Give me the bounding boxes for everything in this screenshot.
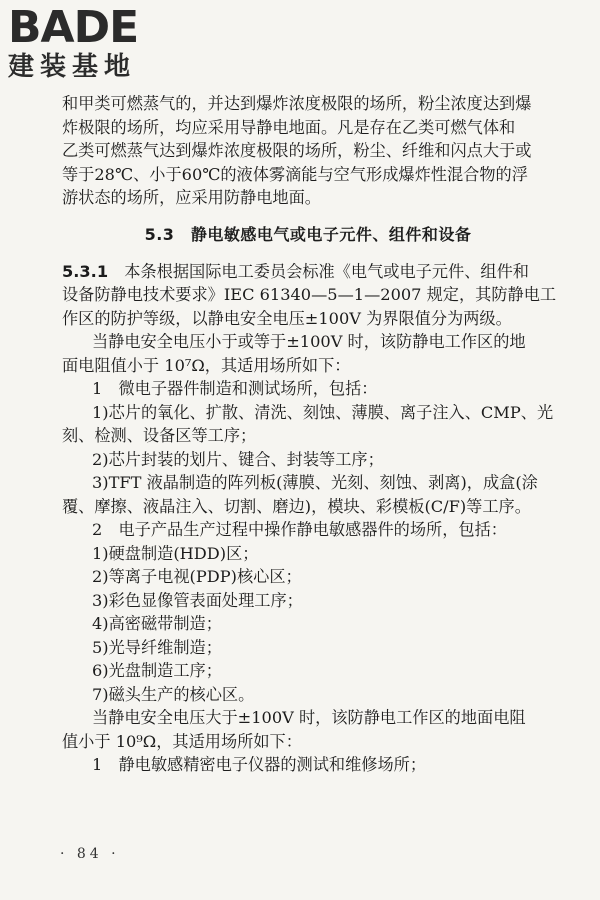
intro-line: 乙类可燃蒸气达到爆炸浓度极限的场所，粉尘、纤维和闪点大于或: [62, 141, 532, 160]
item2-title: 2 电子产品生产过程中操作静电敏感器件的场所，包括：: [92, 520, 507, 539]
item1-sub-cont: 覆、摩擦、液晶注入、切割、磨边)，模块、彩模板(C/F)等工序。: [62, 496, 531, 516]
para-low-line: 面电阻值小于 10⁷Ω，其适用场所如下：: [62, 355, 351, 375]
document-page: [62, 92, 557, 777]
item2-sub: 7)磁头生产的核心区。: [92, 684, 255, 704]
bade-logo: [8, 2, 183, 84]
item2-sub: 1)硬盘制造(HDD)区；: [92, 543, 259, 563]
item1-sub: 3)TFT 液晶制造的阵列板(薄膜、光刻、刻蚀、剥离)，成盒(涂: [92, 473, 538, 492]
logo-subtitle: 建装基地: [8, 52, 137, 82]
logo-brand: BADE: [8, 2, 139, 53]
item1-sub: 1)芯片的氧化、扩散、清洗、刻蚀、薄膜、离子注入、CMP、光: [92, 402, 554, 422]
page-number: · 84 ·: [60, 846, 120, 862]
clause-line: [62, 260, 554, 284]
clause-text: 本条根据国际电工委员会标准《电气或电子元件、组件和: [108, 261, 529, 281]
clause-line: 设备防静电技术要求》IEC 61340—5—1—2007 规定，其防静电工: [62, 285, 557, 304]
para-high-line: 值小于 10⁹Ω，其适用场所如下：: [62, 731, 302, 751]
section-heading: 5.3 静电敏感电气或电子元件、组件和设备: [144, 224, 472, 244]
item2-sub: 6)光盘制造工序；: [92, 661, 222, 680]
item1-sub-cont: 刻、检测、设备区等工序；: [62, 426, 257, 445]
intro-line: 和甲类可燃蒸气的，并达到爆炸浓度极限的场所，粉尘浓度达到爆: [62, 94, 532, 113]
item2-sub: 5)光导纤维制造；: [92, 637, 222, 657]
para-high-line: 当静电安全电压大于±100V 时，该防静电工作区的地面电阻: [92, 708, 526, 727]
item1-title: 1 微电子器件制造和测试场所，包括：: [92, 379, 378, 398]
intro-line: 游状态的场所，应采用防静电地面。: [62, 188, 321, 207]
item1-sub: 2)芯片封装的划片、键合、封装等工序；: [92, 449, 384, 469]
item3-title: 1 静电敏感精密电子仪器的测试和维修场所；: [92, 755, 427, 774]
clause-number: 5.3.1: [62, 261, 109, 281]
item2-sub: 2)等离子电视(PDP)核心区；: [92, 567, 302, 586]
intro-line: 炸极限的场所，均应采用导静电地面。凡是存在乙类可燃气体和: [62, 117, 516, 137]
item2-sub: 3)彩色显像管表面处理工序；: [92, 590, 303, 610]
item2-sub: 4)高密磁带制造；: [92, 614, 222, 633]
clause-line: 作区的防护等级，以静电安全电压±100V 为界限值分为两级。: [62, 308, 512, 328]
para-low-line: 当静电安全电压小于或等于±100V 时，该防静电工作区的地: [92, 332, 526, 351]
intro-line: 等于28℃、小于60℃的液体雾滴能与空气形成爆炸性混合物的浮: [62, 164, 528, 184]
